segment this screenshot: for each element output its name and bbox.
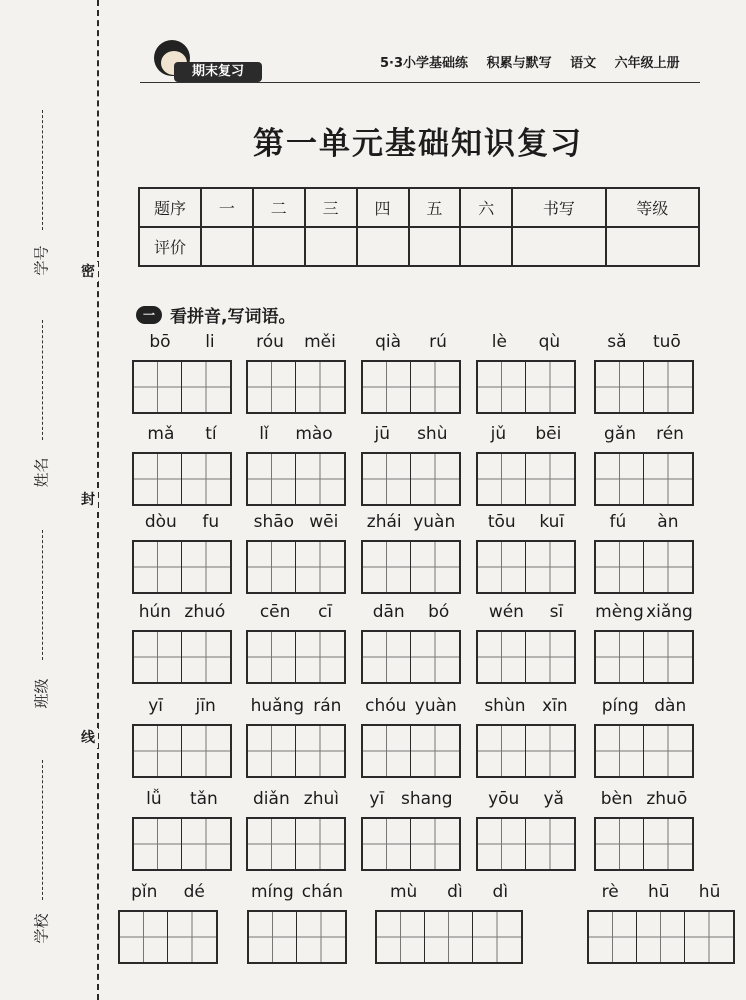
pinyin-syllable: yuàn bbox=[413, 512, 456, 532]
pinyin-label bbox=[132, 602, 232, 622]
writing-cell[interactable] bbox=[297, 912, 345, 962]
writing-cell[interactable] bbox=[296, 819, 344, 869]
pinyin-label bbox=[246, 696, 346, 716]
writing-cell[interactable] bbox=[526, 819, 574, 869]
pinyin-label bbox=[246, 789, 346, 809]
pinyin-syllable: xīn bbox=[542, 696, 568, 716]
writing-grid bbox=[594, 817, 694, 871]
name-label: 姓名 bbox=[32, 457, 51, 488]
pinyin-label bbox=[476, 789, 576, 809]
section-instruction: 看拼音,写词语。 bbox=[170, 307, 296, 327]
pinyin-label bbox=[375, 882, 523, 902]
pinyin-syllable: rán bbox=[313, 696, 342, 716]
pinyin-syllable: yǎ bbox=[543, 789, 564, 809]
pinyin-syllable: dì bbox=[492, 882, 509, 902]
score-cell[interactable] bbox=[357, 227, 409, 266]
writing-grid bbox=[476, 452, 576, 506]
writing-cell[interactable] bbox=[478, 454, 526, 504]
writing-cell[interactable] bbox=[411, 819, 459, 869]
pinyin-label bbox=[476, 696, 576, 716]
pinyin-label bbox=[246, 332, 346, 352]
pinyin-syllable: àn bbox=[657, 512, 679, 532]
writing-grid bbox=[361, 540, 461, 594]
pinyin-item bbox=[118, 882, 218, 962]
pinyin-syllable: fú bbox=[609, 512, 627, 532]
writing-grid bbox=[247, 910, 347, 964]
writing-grid bbox=[246, 817, 346, 871]
pinyin-label bbox=[476, 424, 576, 444]
student-id-label: 学号 bbox=[32, 245, 51, 276]
writing-cell[interactable] bbox=[644, 454, 692, 504]
pinyin-item bbox=[132, 512, 232, 592]
writing-cell[interactable] bbox=[644, 726, 692, 776]
pinyin-label bbox=[132, 696, 232, 716]
pinyin-label bbox=[246, 424, 346, 444]
writing-grid bbox=[246, 724, 346, 778]
writing-cell[interactable] bbox=[411, 362, 459, 412]
pinyin-syllable: míng bbox=[250, 882, 294, 902]
writing-grid bbox=[476, 540, 576, 594]
writing-grid bbox=[361, 452, 461, 506]
pinyin-syllable: qù bbox=[538, 332, 561, 352]
writing-cell[interactable] bbox=[644, 632, 692, 682]
writing-grid bbox=[361, 724, 461, 778]
pinyin-syllable: tǎn bbox=[189, 789, 218, 809]
school-label: 学校 bbox=[32, 913, 51, 944]
pinyin-syllable: yuàn bbox=[414, 696, 457, 716]
book-name: 积累与默写 bbox=[486, 56, 552, 71]
writing-cell[interactable] bbox=[134, 542, 182, 592]
pinyin-syllable: li bbox=[205, 332, 215, 352]
pinyin-syllable: sī bbox=[549, 602, 564, 622]
pinyin-item bbox=[247, 882, 347, 962]
pinyin-syllable: tí bbox=[205, 424, 217, 444]
score-cell[interactable] bbox=[253, 227, 305, 266]
pinyin-syllable: dòu bbox=[144, 512, 177, 532]
pinyin-syllable: hún bbox=[138, 602, 172, 622]
seal-char-xian: 线 bbox=[78, 728, 98, 748]
writing-cell[interactable] bbox=[685, 912, 733, 962]
pinyin-syllable: cī bbox=[318, 602, 333, 622]
writing-cell[interactable] bbox=[478, 362, 526, 412]
pinyin-syllable: mào bbox=[295, 424, 333, 444]
score-cell[interactable] bbox=[512, 227, 605, 266]
score-cell[interactable] bbox=[305, 227, 357, 266]
col-header: 等级 bbox=[606, 188, 699, 227]
pinyin-label bbox=[361, 512, 461, 532]
writing-cell[interactable] bbox=[596, 454, 644, 504]
pinyin-item bbox=[246, 512, 346, 592]
pinyin-syllable: mù bbox=[389, 882, 418, 902]
pinyin-label bbox=[476, 332, 576, 352]
score-cell[interactable] bbox=[460, 227, 512, 266]
writing-grid bbox=[246, 360, 346, 414]
writing-cell[interactable] bbox=[526, 454, 574, 504]
pinyin-syllable: yī bbox=[369, 789, 385, 809]
writing-grid bbox=[118, 910, 218, 964]
pinyin-item bbox=[361, 512, 461, 592]
writing-cell[interactable] bbox=[248, 362, 296, 412]
writing-grid bbox=[594, 630, 694, 684]
writing-grid bbox=[246, 540, 346, 594]
pinyin-item bbox=[246, 424, 346, 504]
pinyin-item bbox=[594, 332, 694, 412]
pinyin-syllable: mǎ bbox=[147, 424, 175, 444]
pinyin-label bbox=[361, 696, 461, 716]
writing-cell[interactable] bbox=[596, 632, 644, 682]
name-blank[interactable] bbox=[42, 320, 43, 440]
class-label: 班级 bbox=[32, 678, 51, 709]
writing-cell[interactable] bbox=[182, 454, 230, 504]
book-info bbox=[380, 52, 694, 71]
pinyin-label bbox=[594, 424, 694, 444]
score-table bbox=[138, 187, 700, 267]
writing-cell[interactable] bbox=[644, 542, 692, 592]
pinyin-syllable: yōu bbox=[488, 789, 520, 809]
writing-cell[interactable] bbox=[637, 912, 685, 962]
writing-cell[interactable] bbox=[363, 819, 411, 869]
series-name: 5·3小学基础练 bbox=[380, 56, 469, 71]
pinyin-item bbox=[476, 789, 576, 869]
writing-cell[interactable] bbox=[168, 912, 216, 962]
writing-cell[interactable] bbox=[134, 454, 182, 504]
writing-grid bbox=[587, 910, 735, 964]
pinyin-item bbox=[476, 512, 576, 592]
pinyin-item bbox=[476, 696, 576, 776]
pinyin-syllable: shāo bbox=[253, 512, 295, 532]
pinyin-syllable: hū bbox=[698, 882, 721, 902]
writing-cell[interactable] bbox=[411, 454, 459, 504]
pinyin-item bbox=[587, 882, 735, 962]
pinyin-label bbox=[247, 882, 347, 902]
pinyin-label bbox=[132, 332, 232, 352]
writing-grid bbox=[476, 630, 576, 684]
writing-cell[interactable] bbox=[134, 632, 182, 682]
writing-cell[interactable] bbox=[296, 726, 344, 776]
writing-grid bbox=[594, 724, 694, 778]
pinyin-syllable: tōu bbox=[487, 512, 516, 532]
pinyin-syllable: lè bbox=[491, 332, 507, 352]
pinyin-item bbox=[246, 602, 346, 682]
pinyin-item bbox=[594, 602, 694, 682]
writing-cell[interactable] bbox=[478, 632, 526, 682]
writing-cell[interactable] bbox=[248, 542, 296, 592]
writing-cell[interactable] bbox=[478, 726, 526, 776]
writing-cell[interactable] bbox=[363, 726, 411, 776]
pinyin-item bbox=[132, 789, 232, 869]
pinyin-item bbox=[594, 789, 694, 869]
writing-cell[interactable] bbox=[120, 912, 168, 962]
pinyin-item bbox=[246, 696, 346, 776]
writing-cell[interactable] bbox=[526, 632, 574, 682]
pinyin-syllable: rè bbox=[601, 882, 619, 902]
badge-label: 期末复习 bbox=[174, 62, 262, 82]
writing-grid bbox=[246, 452, 346, 506]
writing-cell[interactable] bbox=[411, 726, 459, 776]
pinyin-syllable: píng bbox=[601, 696, 639, 716]
writing-cell[interactable] bbox=[248, 454, 296, 504]
writing-grid bbox=[476, 724, 576, 778]
pinyin-syllable: pǐn bbox=[131, 882, 158, 902]
pinyin-syllable: zhuō bbox=[646, 789, 688, 809]
writing-cell[interactable] bbox=[425, 912, 473, 962]
subject-name: 语文 bbox=[570, 56, 597, 71]
col-header: 六 bbox=[460, 188, 512, 227]
pinyin-label bbox=[594, 789, 694, 809]
pinyin-item bbox=[132, 602, 232, 682]
pinyin-label bbox=[361, 424, 461, 444]
pinyin-label bbox=[246, 512, 346, 532]
writing-cell[interactable] bbox=[248, 726, 296, 776]
pinyin-label bbox=[476, 602, 576, 622]
writing-cell[interactable] bbox=[596, 819, 644, 869]
pinyin-label bbox=[132, 424, 232, 444]
writing-grid bbox=[132, 360, 232, 414]
pinyin-item bbox=[476, 332, 576, 412]
section-number: 一 bbox=[136, 306, 162, 324]
pinyin-label bbox=[587, 882, 735, 902]
writing-cell[interactable] bbox=[596, 726, 644, 776]
pinyin-item bbox=[246, 789, 346, 869]
writing-cell[interactable] bbox=[182, 362, 230, 412]
pinyin-label bbox=[361, 789, 461, 809]
pinyin-label bbox=[118, 882, 218, 902]
writing-cell[interactable] bbox=[363, 362, 411, 412]
section-heading bbox=[136, 302, 295, 327]
pinyin-label bbox=[132, 789, 232, 809]
pinyin-label bbox=[246, 602, 346, 622]
pinyin-item bbox=[132, 696, 232, 776]
class-blank[interactable] bbox=[42, 530, 43, 660]
score-cell[interactable] bbox=[409, 227, 461, 266]
pinyin-syllable: diǎn bbox=[253, 789, 290, 809]
writing-cell[interactable] bbox=[296, 542, 344, 592]
pinyin-syllable: dé bbox=[183, 882, 205, 902]
pinyin-syllable: jū bbox=[374, 424, 391, 444]
pinyin-syllable: bèn bbox=[600, 789, 633, 809]
pinyin-item bbox=[476, 424, 576, 504]
writing-cell[interactable] bbox=[248, 819, 296, 869]
pinyin-syllable: bó bbox=[428, 602, 450, 622]
row-head-question: 题序 bbox=[139, 188, 201, 227]
col-header: 书写 bbox=[512, 188, 605, 227]
pinyin-syllable: zhuó bbox=[184, 602, 226, 622]
pinyin-label bbox=[361, 332, 461, 352]
student-id-blank[interactable] bbox=[42, 110, 43, 230]
pinyin-syllable: hū bbox=[647, 882, 670, 902]
pinyin-item bbox=[246, 332, 346, 412]
col-header: 三 bbox=[305, 188, 357, 227]
writing-grid bbox=[132, 540, 232, 594]
writing-grid bbox=[476, 360, 576, 414]
pinyin-syllable: rú bbox=[429, 332, 447, 352]
writing-cell[interactable] bbox=[296, 632, 344, 682]
writing-cell[interactable] bbox=[134, 362, 182, 412]
writing-grid bbox=[132, 452, 232, 506]
pinyin-item bbox=[361, 696, 461, 776]
pinyin-syllable: jǔ bbox=[490, 424, 507, 444]
pinyin-syllable: bēi bbox=[535, 424, 562, 444]
writing-cell[interactable] bbox=[596, 362, 644, 412]
pinyin-syllable: róu bbox=[256, 332, 284, 352]
school-blank[interactable] bbox=[42, 760, 43, 900]
writing-cell[interactable] bbox=[589, 912, 637, 962]
pinyin-item bbox=[594, 696, 694, 776]
writing-cell[interactable] bbox=[478, 542, 526, 592]
writing-grid bbox=[132, 630, 232, 684]
pinyin-syllable: qià bbox=[375, 332, 401, 352]
pinyin-syllable: lǚ bbox=[146, 789, 162, 809]
writing-cell[interactable] bbox=[596, 542, 644, 592]
pinyin-syllable: shang bbox=[400, 789, 453, 809]
writing-grid bbox=[594, 360, 694, 414]
writing-cell[interactable] bbox=[249, 912, 297, 962]
pinyin-syllable: dì bbox=[447, 882, 463, 902]
pinyin-syllable: shù bbox=[417, 424, 448, 444]
pinyin-syllable: tuō bbox=[652, 332, 681, 352]
grade-name: 六年级上册 bbox=[614, 56, 680, 71]
pinyin-label bbox=[594, 696, 694, 716]
writing-cell[interactable] bbox=[182, 819, 230, 869]
writing-cell[interactable] bbox=[134, 819, 182, 869]
pinyin-item bbox=[132, 424, 232, 504]
pinyin-syllable: sǎ bbox=[607, 332, 627, 352]
header-rule bbox=[140, 82, 700, 83]
col-header: 一 bbox=[201, 188, 253, 227]
pinyin-syllable: wēi bbox=[309, 512, 339, 532]
col-header: 五 bbox=[409, 188, 461, 227]
pinyin-label bbox=[476, 512, 576, 532]
writing-cell[interactable] bbox=[182, 726, 230, 776]
pinyin-label bbox=[594, 332, 694, 352]
writing-cell[interactable] bbox=[411, 632, 459, 682]
pinyin-item bbox=[375, 882, 523, 962]
writing-cell[interactable] bbox=[296, 454, 344, 504]
pinyin-syllable: rén bbox=[656, 424, 684, 444]
seal-char-mi: 密 bbox=[78, 262, 98, 282]
writing-cell[interactable] bbox=[248, 632, 296, 682]
pinyin-item bbox=[361, 424, 461, 504]
writing-cell[interactable] bbox=[134, 726, 182, 776]
writing-grid bbox=[246, 630, 346, 684]
pinyin-syllable: dàn bbox=[654, 696, 687, 716]
col-header: 四 bbox=[357, 188, 409, 227]
pinyin-item bbox=[476, 602, 576, 682]
writing-cell[interactable] bbox=[363, 542, 411, 592]
writing-grid bbox=[361, 360, 461, 414]
page-title: 第一单元基础知识复习 bbox=[253, 126, 583, 162]
pinyin-syllable: shùn bbox=[484, 696, 526, 716]
pinyin-syllable: dān bbox=[372, 602, 405, 622]
writing-cell[interactable] bbox=[363, 454, 411, 504]
pinyin-syllable: chóu bbox=[365, 696, 407, 716]
pinyin-syllable: fu bbox=[202, 512, 220, 532]
writing-cell[interactable] bbox=[363, 632, 411, 682]
pinyin-syllable: mèng bbox=[595, 602, 644, 622]
score-cell[interactable] bbox=[606, 227, 699, 266]
pinyin-syllable: cēn bbox=[259, 602, 291, 622]
writing-grid bbox=[132, 817, 232, 871]
pinyin-item bbox=[361, 789, 461, 869]
score-row-evaluation bbox=[139, 227, 699, 266]
writing-cell[interactable] bbox=[644, 819, 692, 869]
writing-grid bbox=[594, 540, 694, 594]
writing-grid bbox=[361, 630, 461, 684]
writing-grid bbox=[132, 724, 232, 778]
pinyin-item bbox=[594, 424, 694, 504]
score-row-questions bbox=[139, 188, 699, 227]
review-badge bbox=[148, 40, 264, 82]
pinyin-item bbox=[594, 512, 694, 592]
writing-grid bbox=[476, 817, 576, 871]
pinyin-syllable: měi bbox=[304, 332, 336, 352]
writing-cell[interactable] bbox=[526, 542, 574, 592]
row-head-evaluation: 评价 bbox=[139, 227, 201, 266]
pinyin-syllable: huǎng bbox=[250, 696, 305, 716]
writing-grid bbox=[375, 910, 523, 964]
writing-grid bbox=[361, 817, 461, 871]
writing-cell[interactable] bbox=[526, 362, 574, 412]
pinyin-syllable: zhái bbox=[366, 512, 402, 532]
col-header: 二 bbox=[253, 188, 305, 227]
pinyin-syllable: yī bbox=[148, 696, 164, 716]
writing-cell[interactable] bbox=[182, 542, 230, 592]
pinyin-syllable: xiǎng bbox=[646, 602, 693, 622]
pinyin-syllable: lǐ bbox=[259, 424, 269, 444]
seal-char-feng: 封 bbox=[78, 490, 98, 510]
writing-cell[interactable] bbox=[473, 912, 521, 962]
pinyin-syllable: kuī bbox=[539, 512, 565, 532]
writing-cell[interactable] bbox=[526, 726, 574, 776]
pinyin-label bbox=[594, 602, 694, 622]
writing-cell[interactable] bbox=[296, 362, 344, 412]
pinyin-syllable: bō bbox=[149, 332, 171, 352]
writing-cell[interactable] bbox=[478, 819, 526, 869]
pinyin-item bbox=[132, 332, 232, 412]
writing-cell[interactable] bbox=[411, 542, 459, 592]
writing-cell[interactable] bbox=[182, 632, 230, 682]
pinyin-label bbox=[361, 602, 461, 622]
score-cell[interactable] bbox=[201, 227, 253, 266]
pinyin-syllable: chán bbox=[301, 882, 344, 902]
pinyin-syllable: wén bbox=[488, 602, 524, 622]
writing-cell[interactable] bbox=[644, 362, 692, 412]
pinyin-syllable: zhuì bbox=[303, 789, 339, 809]
pinyin-syllable: jīn bbox=[195, 696, 216, 716]
pinyin-label bbox=[132, 512, 232, 532]
writing-grid bbox=[594, 452, 694, 506]
pinyin-label bbox=[594, 512, 694, 532]
pinyin-syllable: gǎn bbox=[604, 424, 637, 444]
writing-cell[interactable] bbox=[377, 912, 425, 962]
pinyin-item bbox=[361, 602, 461, 682]
pinyin-item bbox=[361, 332, 461, 412]
